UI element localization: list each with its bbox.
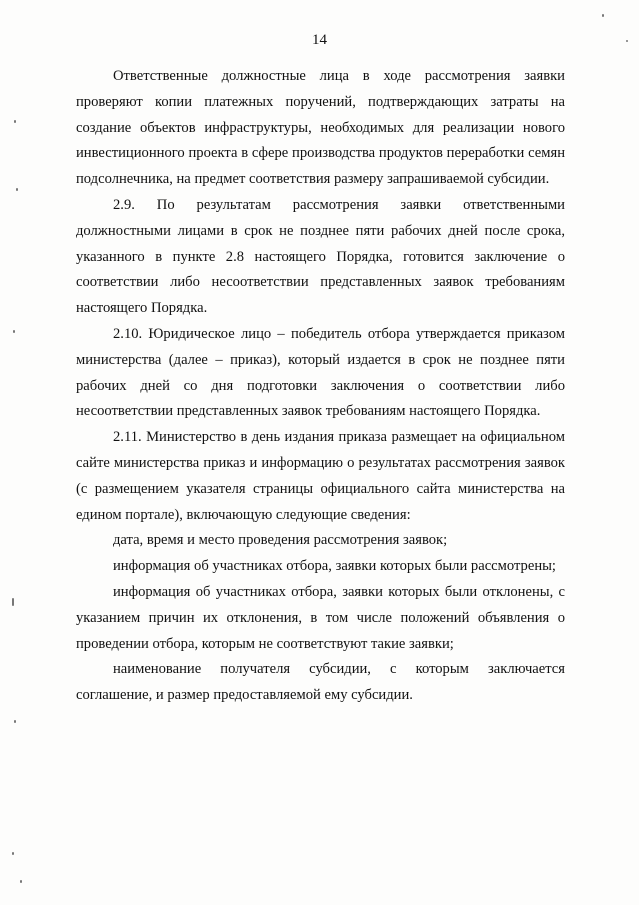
paragraph-2-10: 2.10. Юридическое лицо – победитель отбора утверждается приказом министерства (далее – приказ), который издается в срок не позднее пяти рабочих дней со дня подготовки заключения о соответствии либо несоответствии представленных заявок требованиям настоящего Порядка. (76, 325, 565, 420)
paragraph-responsible-officials: Ответственные должностные лица в ходе рассмотрения заявки проверяют копии платежных поручений, подтверждающих затраты на создание объектов инфраструктуры, необходимых для реализации нового инвестиционного проекта в сфере производства продуктов переработки семян подсолнечника, на предмет соответствия размеру запрашиваемой субсидии. (76, 68, 565, 188)
scan-mark (14, 720, 16, 723)
scan-mark (20, 880, 22, 883)
list-item-date-time-place: дата, время и место проведения рассмотрения заявок; (113, 532, 448, 549)
list-item-rejected-applications: информация об участниках отбора, заявки которых были отклонены, с указанием причин их отклонения, в том числе положений объявления о проведении отбора, которым не соответствуют такие заявки; (76, 583, 565, 652)
page-number: 14 (312, 32, 327, 48)
scan-mark (602, 14, 604, 17)
scan-mark (626, 40, 628, 42)
scan-mark (12, 852, 14, 855)
list-item-considered-applications: информация об участниках отбора, заявки которых были рассмотрены; (113, 558, 556, 575)
scan-mark (12, 598, 14, 606)
paragraph-2-9: 2.9. По результатам рассмотрения заявки ответственными должностными лицами в срок не позднее пяти рабочих дней после срока, указанного в пункте 2.8 настоящего Порядка, готовится заключение о соответствии либо несоответствии представленных заявок требованиям настоящего Порядка. (76, 196, 565, 317)
scan-mark (13, 330, 15, 333)
list-item-subsidy-recipient: наименование получателя субсидии, с которым заключается соглашение, и размер предоставляемой ему субсидии. (76, 661, 565, 704)
scan-mark (16, 188, 18, 191)
document-body (76, 64, 565, 709)
paragraph-2-11: 2.11. Министерство в день издания приказа размещает на официальном сайте министерства приказ и информацию о результатах рассмотрения заявок (с размещением указателя страницы официального сайта министерства на едином портале), включающую следующие сведения: (76, 429, 565, 523)
scan-mark (14, 120, 16, 123)
